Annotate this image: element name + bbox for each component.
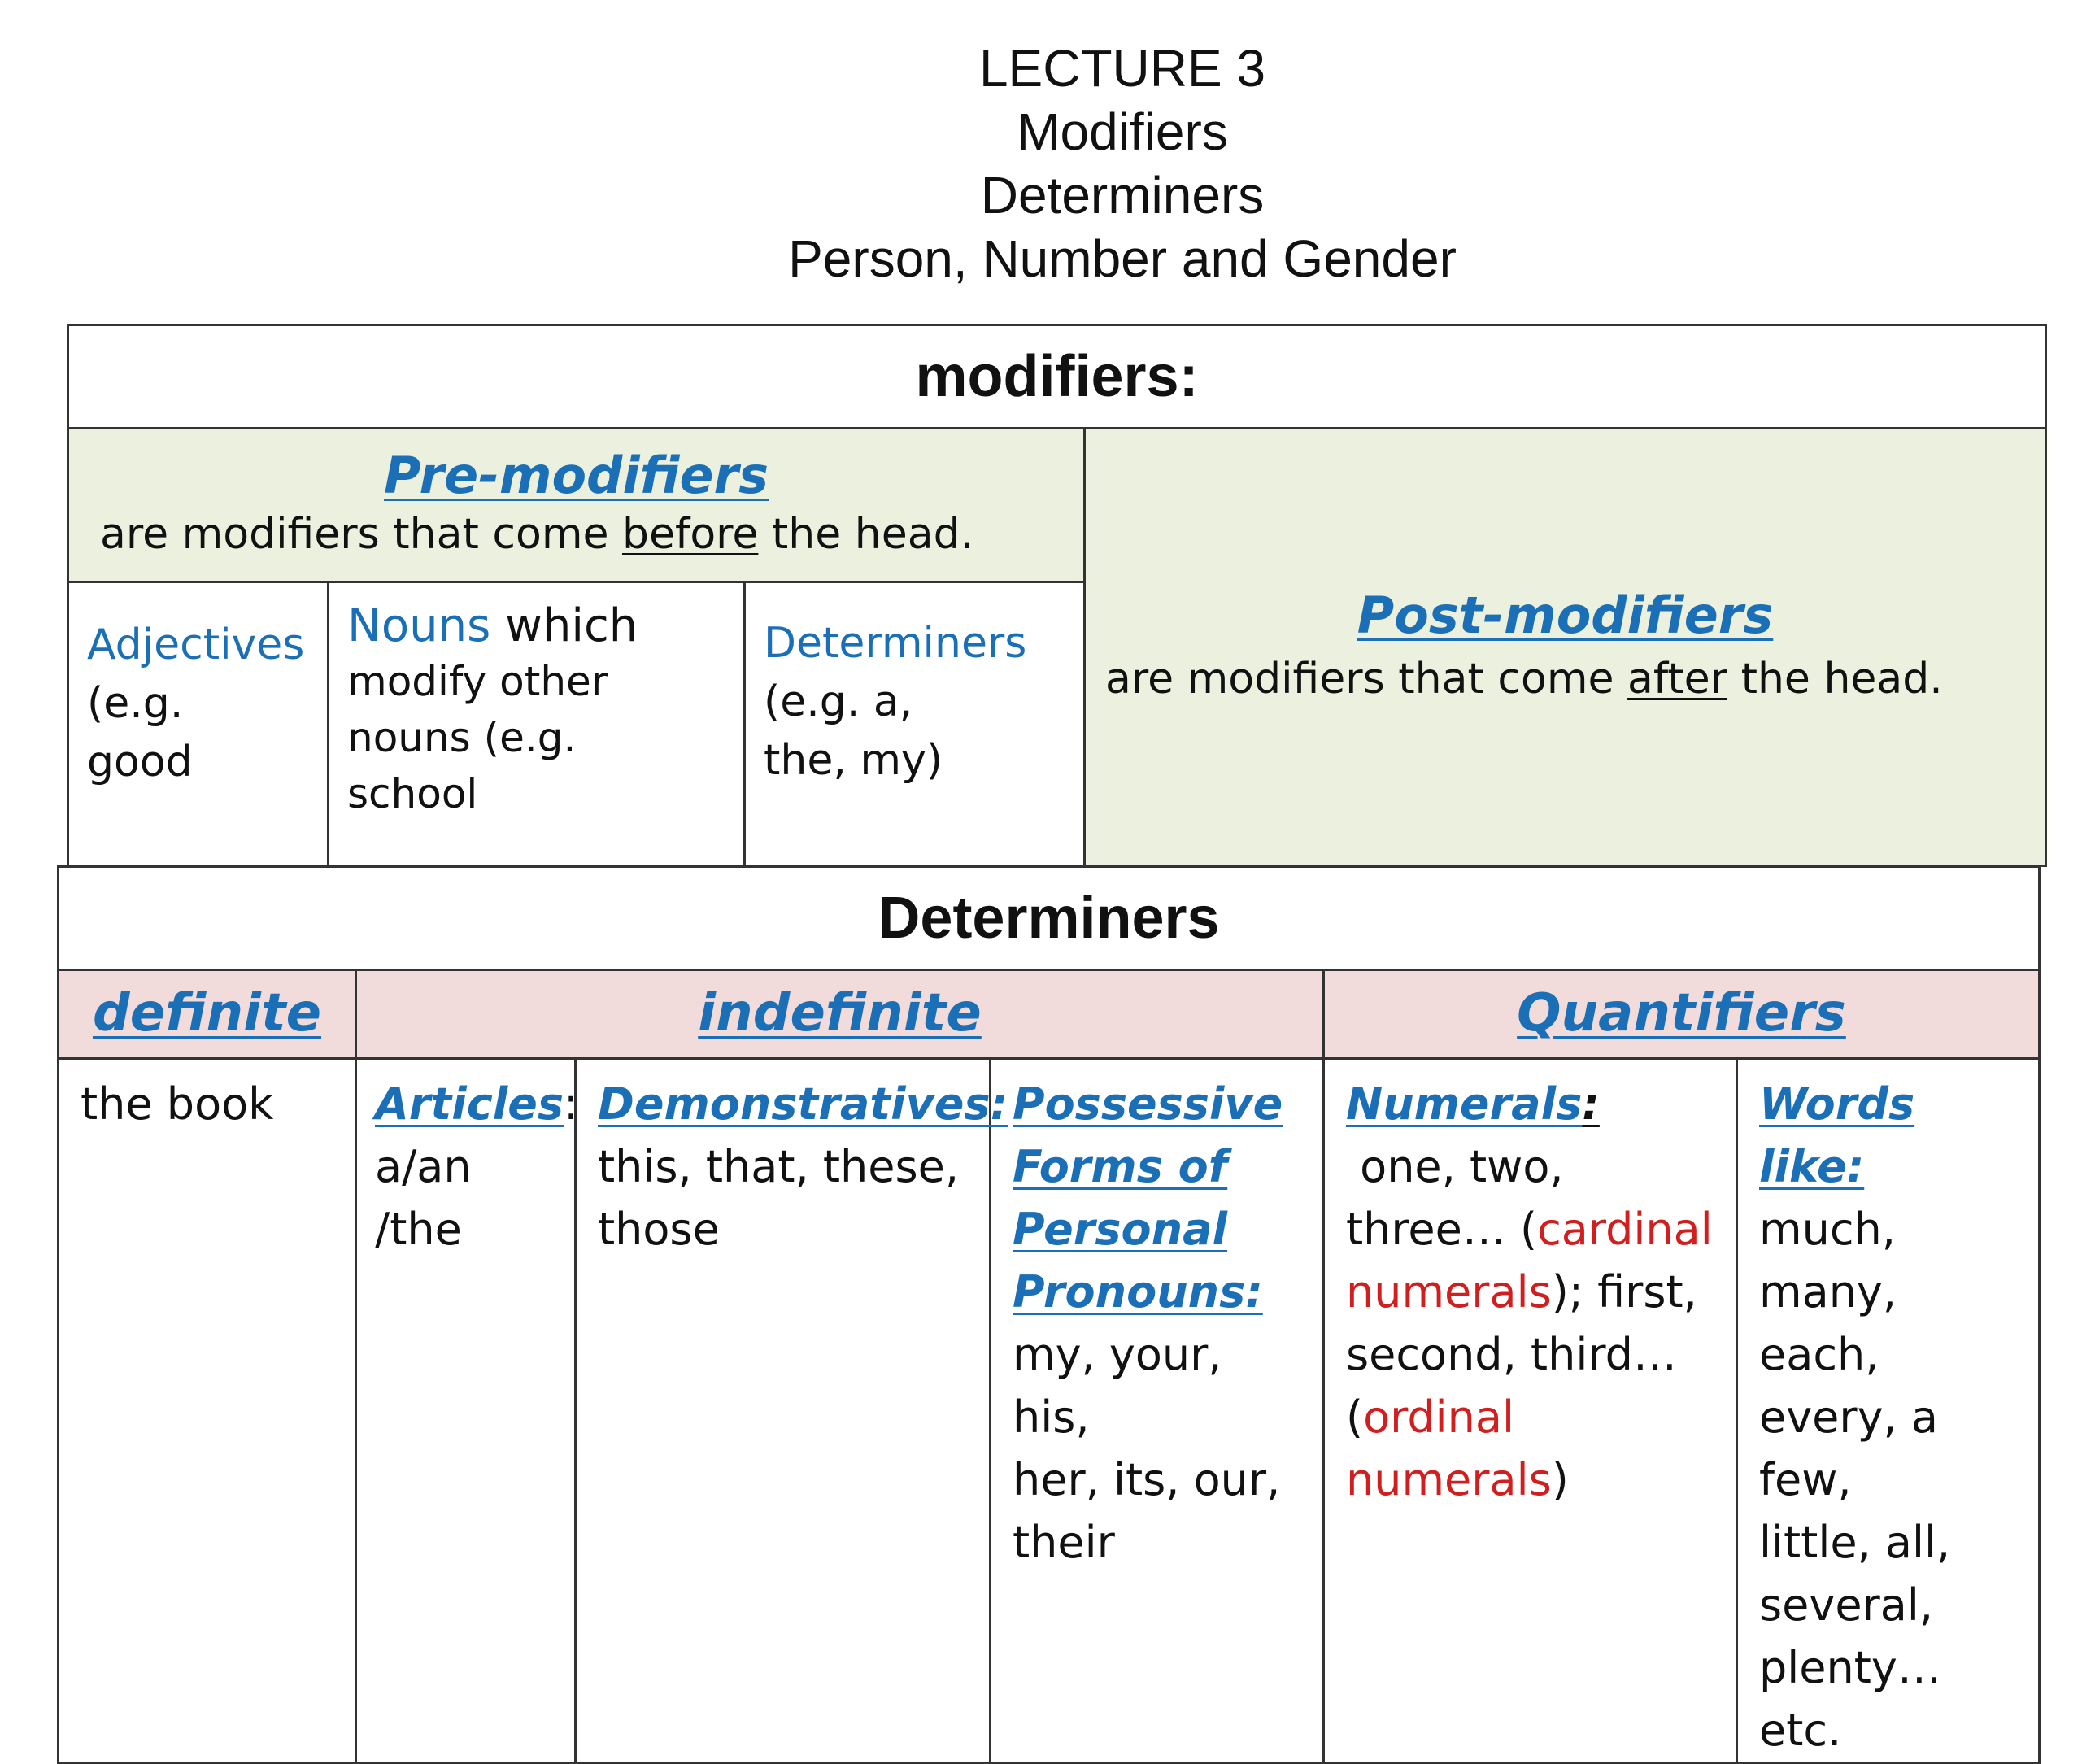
words-like-line-4: little, all,: [1759, 1517, 1951, 1568]
determiners-term: Determiners: [764, 619, 1027, 668]
nouns-line-2: nouns (e.g.: [347, 714, 577, 761]
numerals-line-6: numerals): [1346, 1454, 1569, 1505]
adjectives-example-2: good: [87, 738, 193, 786]
words-like-line-3: every, a few,: [1759, 1392, 1938, 1505]
definite-cell: [59, 1059, 356, 1763]
lecture-number: LECTURE 3: [978, 39, 1266, 98]
articles-cell: Articles: a/an /the: [356, 1059, 576, 1763]
topic-modifiers: Modifiers: [1017, 102, 1228, 161]
modifiers-title: modifiers:: [68, 325, 2046, 429]
pre-modifiers-description: are modifiers that come before the head.: [100, 510, 974, 559]
possessive-heading-3: Personal: [1013, 1204, 1228, 1255]
post-modifiers-cell: [1085, 429, 2046, 866]
determiners-cell: [745, 582, 1085, 866]
possessive-heading-1: Possessive: [1013, 1078, 1283, 1130]
articles-line-1: a/an: [375, 1141, 472, 1192]
words-like-line-2: many, each,: [1759, 1266, 1897, 1380]
topic-determiners: Determiners: [980, 166, 1265, 224]
numerals-heading: Numerals: [1346, 1078, 1583, 1130]
possessive-heading-2: Forms of: [1013, 1141, 1228, 1192]
nouns-term: Nouns: [347, 599, 491, 652]
indefinite-header: [356, 970, 1324, 1059]
determiners-title: Determiners: [59, 867, 2040, 970]
nouns-cell: Nouns which modify other nouns (e.g. school: [329, 582, 745, 866]
ordinal-label: ordinal: [1363, 1392, 1514, 1443]
cardinal-label: cardinal: [1537, 1204, 1713, 1255]
words-like-line-1: much,: [1759, 1204, 1896, 1255]
possessive-line-1: my, your, his,: [1013, 1329, 1222, 1443]
determiners-example-2: the, my): [764, 736, 943, 785]
articles-line-2: /the: [375, 1204, 462, 1255]
possessive-line-3: their: [1013, 1517, 1115, 1568]
numerals-line-3: numerals); first,: [1346, 1266, 1697, 1318]
words-like-line-5: several,: [1759, 1579, 1933, 1631]
possessive-heading-4: Pronouns:: [1013, 1266, 1263, 1318]
topic-person-number-gender: Person, Number and Gender: [788, 229, 1457, 288]
demonstratives-cell: [576, 1059, 1008, 1763]
numerals-line-2: three… (cardinal: [1346, 1204, 1713, 1255]
definite-example: the book: [81, 1078, 274, 1130]
words-like-line-6: plenty… etc.: [1759, 1642, 1941, 1756]
post-modifiers-heading: Post-modifiers: [1357, 585, 1774, 645]
adjectives-cell: [68, 582, 329, 866]
nouns-line-3: school: [347, 770, 478, 817]
pre-modifiers-cell: [68, 429, 1085, 582]
numerals-line-4: second, third…: [1346, 1329, 1677, 1380]
determiners-example-1: (e.g. a,: [764, 677, 913, 726]
words-like-heading: Words like:: [1759, 1078, 1915, 1192]
possessive-line-2: her, its, our,: [1013, 1454, 1281, 1505]
nouns-line-1: modify other: [347, 658, 608, 705]
demonstratives-line-1: this, that, these,: [598, 1141, 959, 1192]
numerals-line-1: one, two,: [1346, 1141, 1564, 1192]
numerals-cell: Numerals: one, two, three… (cardinal numerals); first, second, third… (ordinal numerals): [1324, 1059, 1737, 1763]
articles-heading: Articles: [375, 1078, 564, 1130]
quantifiers-header: [1324, 970, 2040, 1059]
adjectives-term: Adjectives: [87, 621, 305, 669]
numerals-line-5: (ordinal: [1346, 1392, 1514, 1443]
post-modifiers-description: are modifiers that come after the head.: [1105, 654, 1943, 703]
demonstratives-line-2: those: [598, 1204, 720, 1255]
lecture-header: [569, 37, 1675, 290]
pre-modifiers-heading: Pre-modifiers: [383, 446, 769, 505]
modifiers-table: [67, 324, 2047, 867]
keyword-before: before: [622, 510, 759, 559]
definite-header: [59, 970, 356, 1059]
demonstratives-heading: Demonstratives:: [598, 1078, 1008, 1130]
quantifiers-label: Quantifiers: [1517, 982, 1846, 1043]
definite-label: definite: [92, 982, 322, 1043]
keyword-after: after: [1627, 654, 1728, 703]
possessive-cell: [991, 1059, 1324, 1763]
determiners-table: [57, 865, 2041, 1764]
adjectives-example-1: (e.g.: [87, 679, 184, 728]
words-like-cell: [1737, 1059, 2040, 1763]
indefinite-label: indefinite: [698, 982, 982, 1043]
